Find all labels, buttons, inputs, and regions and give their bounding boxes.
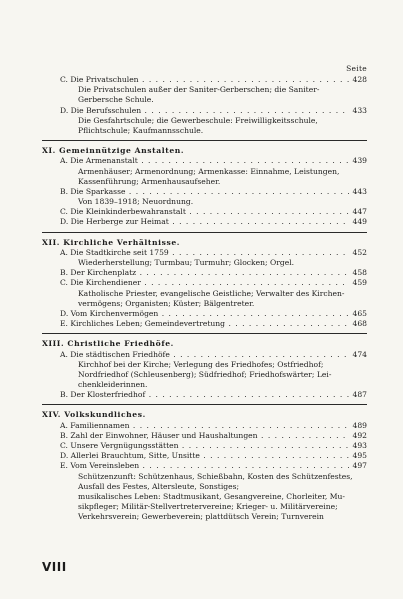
toc-description — [42, 289, 367, 299]
entry-text: C. Die Kleinkinderbewahranstalt . . . — [60, 207, 367, 217]
entry-text: B. Die Sparkasse . . . — [60, 187, 367, 197]
entry-text: musikalisches Leben: Stadtmusikant, Gesangvereine, Chorleiter, Mu- — [78, 491, 345, 501]
toc-entry — [42, 431, 367, 441]
entry-text: Von 1839–1918; Neuordnung. — [78, 197, 194, 207]
entry-text: Wiederherstellung; Turmbau; Turmuhr; Glocken; Orgel. — [78, 258, 295, 267]
section-heading — [42, 410, 367, 420]
section-divider — [42, 232, 367, 233]
entry-text: XIV. Volkskundliches. — [42, 410, 146, 420]
toc-description — [42, 116, 367, 126]
toc-description — [42, 258, 367, 268]
entry-page-number: 449 — [349, 217, 368, 227]
entry-text: C. Unsere Vergnügungsstätten . . . — [60, 441, 367, 451]
toc-entry — [42, 75, 367, 85]
entry-page-number: 428 — [349, 75, 368, 85]
entry-page-number: 492 — [349, 431, 368, 441]
entry-text: XII. Kirchliche Verhältnisse. — [42, 237, 180, 247]
toc-entry — [42, 421, 367, 431]
toc-description — [42, 502, 367, 512]
entry-text: Katholische Priester, evangelische Geistliche; Verwalter des Kirchen- — [78, 288, 345, 298]
entry-text: B. Der Klosterfriedhof . . . — [60, 390, 367, 400]
entry-text: D. Die Berufsschulen . . . — [60, 106, 367, 116]
toc-entry — [42, 217, 367, 227]
entry-page-number: 447 — [349, 207, 368, 217]
entry-page-number: 487 — [349, 390, 368, 400]
entry-text: A. Die Stadtkirche seit 1759 . . . — [60, 248, 367, 258]
page-number: VIII — [42, 560, 67, 574]
toc-entry — [42, 156, 367, 166]
section-heading — [42, 238, 367, 248]
entry-text: A. Die Armenanstalt . . . — [60, 156, 367, 166]
entry-page-number: 439 — [349, 156, 368, 166]
section-divider — [42, 140, 367, 141]
entry-text: Gerbersche Schule. — [78, 95, 154, 105]
entry-text: chenkleiderinnen. — [78, 380, 148, 390]
entry-text: C. Die Kirchendiener . . . — [60, 278, 367, 288]
toc-entry — [42, 319, 367, 329]
entry-page-number: 458 — [349, 268, 368, 278]
entry-text: D. Allerlei Brauchtum, Sitte, Unsitte . . . — [60, 451, 367, 461]
entry-text: XIII. Christliche Friedhöfe. — [42, 339, 174, 349]
seite-label: Seite — [346, 64, 367, 73]
entry-page-number: 459 — [349, 278, 368, 288]
entry-text: Schützenzunft: Schützenhaus, Schießbahn, Kosten des Schützenfestes, — [78, 471, 353, 481]
toc-description — [42, 197, 367, 207]
toc-description — [42, 482, 367, 492]
entry-text: E. Kirchliches Leben; Gemeindevertretung . . . — [60, 319, 367, 329]
entry-text: E. Vom Vereinsleben . . . — [60, 461, 367, 471]
entry-text: vermögens; Organisten; Küster; Bälgentreter. — [78, 298, 255, 308]
table-of-contents — [42, 75, 367, 523]
toc-entry — [42, 461, 367, 471]
toc-description — [42, 472, 367, 482]
toc-entry — [42, 390, 367, 400]
toc-description — [42, 85, 367, 95]
section-divider — [42, 404, 367, 405]
toc-entry — [42, 268, 367, 278]
toc-description — [42, 512, 367, 522]
toc-description — [42, 95, 367, 105]
toc-description — [42, 360, 367, 370]
toc-description — [42, 167, 367, 177]
entry-page-number: 489 — [349, 421, 368, 431]
entry-text: D. Die Herberge zur Heimat . . . — [60, 217, 367, 227]
toc-entry — [42, 207, 367, 217]
entry-text: Nordfriedhof (Schleusenberg); Südfriedhof; Friedhofswärter; Lei- — [78, 369, 332, 379]
toc-entry — [42, 248, 367, 258]
section-heading — [42, 146, 367, 156]
toc-description — [42, 126, 367, 136]
entry-text: Pflichtschule; Kaufmannsschule. — [78, 125, 204, 135]
entry-text: Verkehrsverein; Gewerbeverein; plattdütsch Verein; Turnverein — [78, 512, 324, 522]
toc-entry — [42, 309, 367, 319]
toc-description — [42, 177, 367, 187]
entry-text: D. Vom Kirchenvermögen . . . — [60, 309, 367, 319]
entry-page-number: 474 — [349, 350, 368, 360]
toc-description — [42, 492, 367, 502]
entry-page-number: 433 — [349, 106, 368, 116]
entry-text: sikpfleger; Militär-Stellvertretervereine; Krieger- u. Militärvereine; — [78, 502, 338, 512]
toc-entry — [42, 451, 367, 461]
entry-page-number: 443 — [349, 187, 368, 197]
entry-text: B. Der Kirchenplatz . . . — [60, 268, 367, 278]
entry-text: Die Privatschulen außer der Saniter-Gerberschen; die Saniter- — [78, 85, 320, 95]
toc-entry — [42, 106, 367, 116]
entry-text: A. Familiennamen . . . — [60, 421, 367, 431]
entry-page-number: 493 — [349, 441, 368, 451]
section-heading — [42, 339, 367, 349]
section-divider — [42, 333, 367, 334]
entry-text: Armenhäuser; Armenordnung; Armenkasse: Einnahme, Leistungen, — [78, 166, 340, 176]
entry-text: C. Die Privatschulen . . . — [60, 75, 367, 85]
entry-page-number: 468 — [349, 319, 368, 329]
entry-text: B. Zahl der Einwohner, Häuser und Haushaltungen . . . — [60, 431, 367, 441]
entry-page-number: 465 — [349, 309, 368, 319]
entry-text: Die Gesfahrtschule; die Gewerbeschule: Freiwilligkeitsschule, — [78, 115, 318, 125]
entry-text: Kirchhof bei der Kirche; Verlegung des Friedhofes; Ostfriedhof; — [78, 359, 324, 369]
toc-description — [42, 370, 367, 380]
entry-text: A. Die städtischen Friedhöfe . . . — [60, 350, 367, 360]
entry-text: XI. Gemeinnützige Anstalten. — [42, 146, 185, 156]
toc-description — [42, 380, 367, 390]
entry-page-number: 497 — [349, 461, 368, 471]
toc-entry — [42, 441, 367, 451]
entry-text: Ausfall des Festes, Altersleute, Sonstiges; — [78, 481, 240, 491]
entry-page-number: 495 — [349, 451, 368, 461]
toc-entry — [42, 187, 367, 197]
entry-page-number: 452 — [349, 248, 368, 258]
entry-text: Kassenführung; Armenhausaufseher. — [78, 176, 221, 186]
toc-entry — [42, 278, 367, 288]
toc-entry — [42, 350, 367, 360]
toc-description — [42, 299, 367, 309]
